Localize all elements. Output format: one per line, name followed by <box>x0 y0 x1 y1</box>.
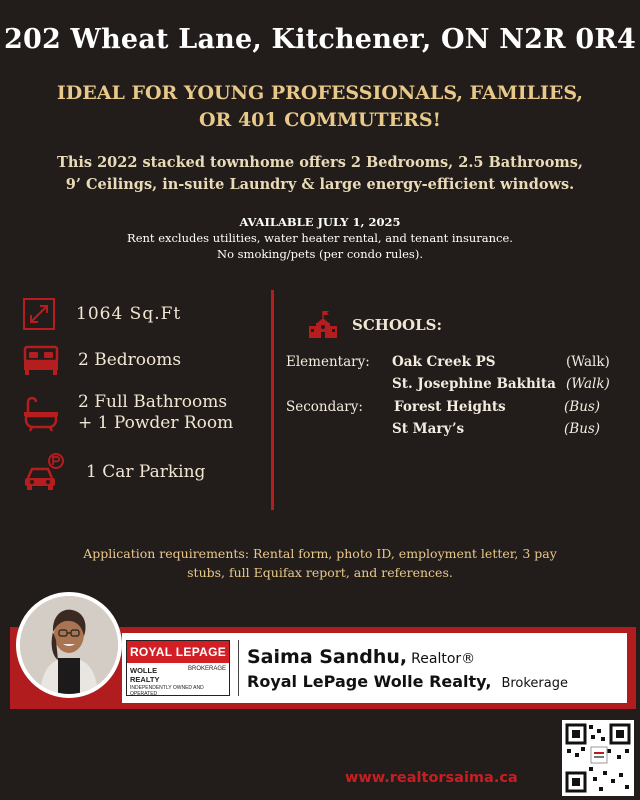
school-mode: (Walk) <box>566 354 610 370</box>
school-row <box>286 354 620 370</box>
requirements-line-1: Application requirements: Rental form, photo ID, employment letter, 3 pay <box>83 546 557 561</box>
area-text: 1064 Sq.Ft <box>76 303 182 324</box>
school-name: St. Josephine Bakhita <box>392 376 556 392</box>
school-name: Forest Heights <box>394 399 506 415</box>
school-name: St Mary’s <box>392 421 465 437</box>
feature-bathrooms <box>22 392 233 434</box>
availability: AVAILABLE JULY 1, 2025 <box>239 215 401 229</box>
brokerage-logo <box>126 640 230 696</box>
bathrooms-text <box>78 392 233 434</box>
logo-left-text: WOLLE REALTY <box>130 666 160 684</box>
secondary-label: Secondary: <box>286 399 363 415</box>
brokerage-type: Brokerage <box>501 675 568 691</box>
feature-parking <box>22 452 205 492</box>
agent-info <box>247 646 568 691</box>
resize-arrow-icon <box>22 297 56 331</box>
bedrooms-text: 2 Bedrooms <box>78 349 182 370</box>
parking-text: 1 Car Parking <box>86 461 206 482</box>
school-icon <box>308 310 338 340</box>
qr-code-icon <box>562 720 634 796</box>
elementary-label: Elementary: <box>286 354 370 370</box>
school-mode: (Bus) <box>564 421 601 437</box>
logo-bottom-text: INDEPENDENTLY OWNED AND OPERATED <box>130 685 204 697</box>
headline-line-1: IDEAL FOR YOUNG PROFESSIONALS, FAMILIES, <box>56 82 584 104</box>
requirements-line-2: stubs, full Equifax report, and references. <box>187 565 453 580</box>
listing-address: 202 Wheat Lane, Kitchener, ON N2R 0R4 <box>4 24 636 55</box>
headline <box>40 80 600 134</box>
feature-area <box>22 297 181 331</box>
headline-line-2: OR 401 COMMUTERS! <box>198 109 441 131</box>
logo-top-text: ROYAL LEPAGE <box>127 641 229 663</box>
agent-photo <box>20 596 118 694</box>
car-icon <box>22 452 66 492</box>
bathtub-icon <box>22 394 60 432</box>
agent-name-line <box>247 646 568 668</box>
agent-name: Saima Sandhu, <box>247 645 408 668</box>
logo-middle <box>127 663 229 684</box>
rental-notes <box>20 214 620 262</box>
school-mode: (Bus) <box>564 399 601 415</box>
application-requirements <box>40 544 600 582</box>
description <box>20 152 620 196</box>
rent-note: Rent excludes utilities, water heater rental, and tenant insurance. <box>127 231 513 245</box>
agent-title: Realtor® <box>411 650 476 667</box>
description-line-2: 9’ Ceilings, in-suite Laundry & large energy-efficient windows. <box>65 176 575 193</box>
column-divider <box>271 290 274 510</box>
brokerage-line <box>247 672 568 691</box>
agent-card <box>122 633 627 703</box>
bathrooms-line-1: 2 Full Bathrooms <box>78 392 228 412</box>
qr-code[interactable] <box>562 720 634 796</box>
avatar <box>16 592 122 698</box>
school-row <box>286 399 620 415</box>
feature-bedrooms <box>22 343 181 377</box>
card-divider <box>238 640 239 696</box>
logo-right-text: BROKERAGE <box>187 666 226 672</box>
school-name: Oak Creek PS <box>392 354 496 370</box>
schools-heading-text: SCHOOLS: <box>352 316 442 334</box>
rules-note: No smoking/pets (per condo rules). <box>217 247 423 261</box>
school-mode: (Walk) <box>566 376 610 392</box>
bed-icon <box>22 343 60 377</box>
description-line-1: This 2022 stacked townhome offers 2 Bedrooms, 2.5 Bathrooms, <box>57 154 583 171</box>
website-link[interactable]: www.realtorsaima.ca <box>345 770 518 786</box>
bathrooms-line-2: + 1 Powder Room <box>78 413 234 433</box>
brokerage-name: Royal LePage Wolle Realty, <box>247 671 492 691</box>
schools-heading <box>308 310 442 340</box>
